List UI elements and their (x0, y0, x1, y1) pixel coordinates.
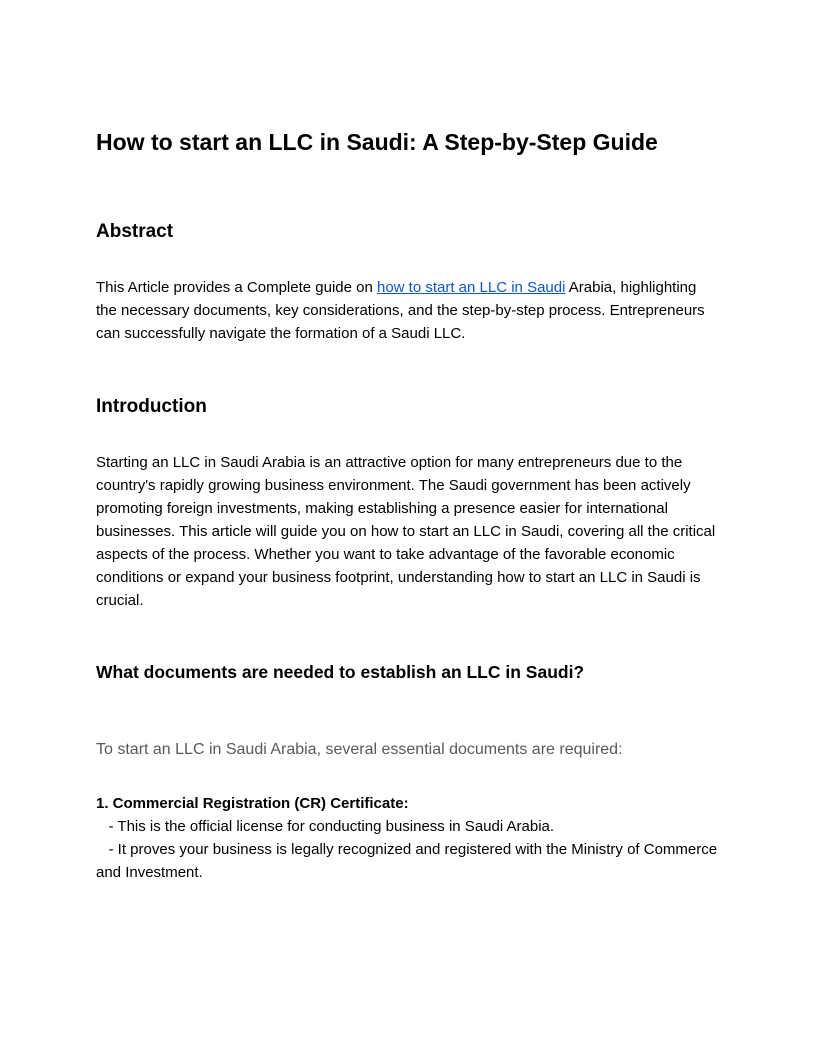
document-title: How to start an LLC in Saudi: A Step-by-Step Guide (96, 129, 658, 155)
how-to-start-llc-link[interactable]: how to start an LLC in Saudi (376, 279, 566, 296)
introduction-heading: Introduction (96, 396, 207, 417)
document-item-line: - It proves your business is legally recognized and registered with the Ministry of Commerce and Investment. (96, 841, 722, 881)
abstract-text-after-link: Arabia, highlighting the necessary documents, key considerations, and the step-by-step process. Entrepreneurs can successfully navigate the formation of a Saudi LLC. (96, 279, 705, 342)
document-item-line: - This is the official license for conducting business in Saudi Arabia. (96, 818, 555, 835)
abstract-paragraph (96, 276, 720, 345)
abstract-heading: Abstract (96, 221, 174, 242)
documents-heading: What documents are needed to establish an LLC in Saudi? (96, 662, 585, 682)
documents-lead-paragraph: To start an LLC in Saudi Arabia, several essential documents are required: (96, 741, 623, 758)
document-item-title: 1. Commercial Registration (CR) Certificate: (96, 795, 409, 812)
abstract-text-before-link: This Article provides a Complete guide on (96, 279, 377, 296)
document-item-1 (96, 792, 720, 884)
introduction-paragraph: Starting an LLC in Saudi Arabia is an attractive option for many entrepreneurs due to the country's rapidly growing business environment. The Saudi government has been actively promoting foreign investments, making establishing a presence easier for international businesses. This article will guide you on how to start an LLC in Saudi, covering all the critical aspects of the process. Whether you want to take advantage of the favorable economic conditions or expand your business footprint, understanding how to start an LLC in Saudi is crucial. (96, 454, 716, 609)
